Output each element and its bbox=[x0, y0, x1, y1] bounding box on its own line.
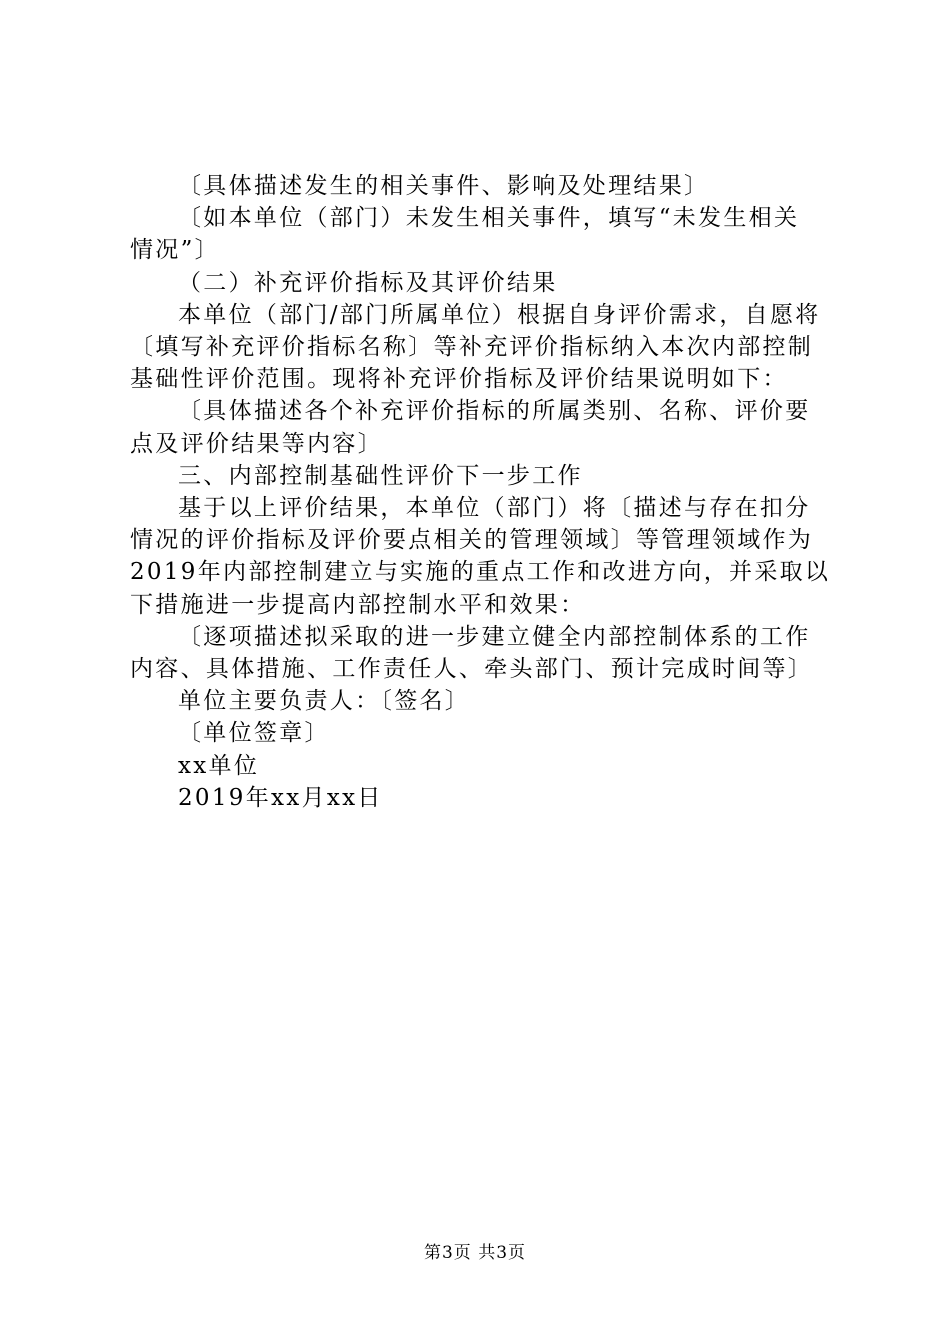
text-line: 2019年xx月xx日 bbox=[178, 784, 383, 811]
text-line: 〔如本单位（部门）未发生相关事件，填写“未发生相关 bbox=[178, 205, 800, 232]
section-2-heading bbox=[130, 267, 832, 299]
text-line: 基于以上评价结果，本单位（部门）将〔描述与存在扣分 bbox=[178, 495, 811, 522]
text-line: 情况的评价指标及评价要点相关的管理领域〕等管理领域作为 bbox=[130, 527, 814, 554]
document-body bbox=[130, 170, 832, 814]
text-line: 本单位（部门/部门所属单位）根据自身评价需求，自愿将 bbox=[178, 301, 821, 328]
text-line: 〔具体描述各个补充评价指标的所属类别、名称、评价要 bbox=[178, 398, 811, 425]
paragraph-incident-detail bbox=[130, 170, 832, 202]
seal-line bbox=[130, 717, 832, 749]
text-line: 单位主要负责人：〔签名〕 bbox=[178, 688, 471, 715]
paragraph-no-incident-note bbox=[130, 202, 832, 266]
text-line: 情况”〕 bbox=[130, 237, 220, 264]
paragraph-supplement-detail bbox=[130, 395, 832, 459]
text-line: 点及评价结果等内容〕 bbox=[130, 430, 383, 457]
text-line: xx单位 bbox=[178, 752, 260, 779]
text-line: 内容、具体措施、工作责任人、牵头部门、预计完成时间等〕 bbox=[130, 656, 814, 683]
paragraph-supplement-intro bbox=[130, 299, 832, 396]
heading-text: 三、内部控制基础性评价下一步工作 bbox=[178, 462, 583, 489]
text-line: 〔单位签章〕 bbox=[178, 720, 330, 747]
text-line: 〔逐项描述拟采取的进一步建立健全内部控制体系的工作 bbox=[178, 623, 811, 650]
text-line: 2019年内部控制建立与实施的重点工作和改进方向，并采取以 bbox=[130, 559, 831, 586]
text-line: 〔填写补充评价指标名称〕等补充评价指标纳入本次内部控制 bbox=[130, 334, 814, 361]
section-3-heading bbox=[130, 460, 832, 492]
text-line: 基础性评价范围。现将补充评价指标及评价结果说明如下： bbox=[130, 366, 788, 393]
text-line: 〔具体描述发生的相关事件、影响及处理结果〕 bbox=[178, 173, 710, 199]
page-number: 第3页 共3页 bbox=[423, 1243, 527, 1263]
paragraph-next-steps-intro bbox=[130, 492, 832, 621]
signatory-line bbox=[130, 685, 832, 717]
unit-name-line bbox=[130, 750, 832, 782]
page-footer bbox=[0, 1242, 950, 1264]
text-line: 下措施进一步提高内部控制水平和效果： bbox=[130, 591, 586, 618]
date-line bbox=[130, 782, 832, 814]
heading-text: （二）补充评价指标及其评价结果 bbox=[178, 269, 558, 296]
paragraph-next-steps-detail bbox=[130, 621, 832, 685]
